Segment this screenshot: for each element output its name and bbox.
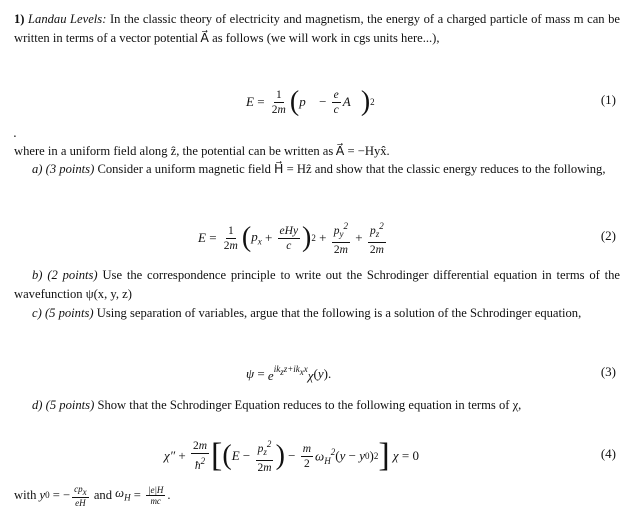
part-b xyxy=(14,266,620,304)
part-d xyxy=(14,396,620,415)
potential-paragraph xyxy=(14,142,620,161)
equation-2-formula: E = $\frac{1}{2m}$ ( $p_x$ + $\frac{\text{eHy}}{c}$ ) 2 + $\frac{p_y^2}{2m}$ + $\frac{p_z^2}{2m}$ xyxy=(198,221,384,256)
part-d-points: (5 points) xyxy=(45,398,95,412)
intro-paragraph xyxy=(14,10,620,48)
part-c-label: c) xyxy=(32,306,42,320)
equation-4-formula: χ″ + $\frac{2m}{ħ^2}$ [ ( E − $\frac{p_z^2}{2m}$ ) − $\frac{m}{2}$ $\omega_H^2$ ( y − y 0 ) 2 ] χ = 0 xyxy=(164,437,419,474)
part-a-text: Consider a uniform magnetic field H⃗ = Hẑ and show that the classic energy reduces to the following, xyxy=(97,162,606,176)
and-word: and xyxy=(93,488,112,503)
problem-number: 1) xyxy=(14,12,25,26)
problem-title: Landau Levels: xyxy=(28,12,107,26)
part-d-text: Show that the Schrodinger Equation reduces to the following equation in terms of χ, xyxy=(97,398,522,412)
part-a xyxy=(14,160,620,179)
part-a-points: (3 points) xyxy=(45,162,95,176)
part-d-label: d) xyxy=(32,398,43,412)
intro-text: In the classic theory of electricity and magnetism, the energy of a charged particle of mass m can be written in terms of a vector potential A⃗ as follows (we will work in cgs units here...), xyxy=(14,12,620,45)
equation-2-number: (2) xyxy=(600,228,616,243)
equation-4 xyxy=(0,436,640,476)
potential-text: where in a uniform field along ẑ, the potential can be written as A⃗ = −Hyx̂. xyxy=(14,144,390,158)
part-b-points: (2 points) xyxy=(47,268,98,282)
stray-period: . xyxy=(13,126,17,140)
definitions-line: with y 0 = − $\frac{cp_x}{eH}$ and $\omega_H$ = $\frac{|e|H}{mc}$ . xyxy=(14,484,171,508)
equation-4-number: (4) xyxy=(600,446,616,461)
part-c-points: (5 points) xyxy=(44,306,94,320)
equation-3 xyxy=(0,354,640,394)
part-b-label: b) xyxy=(32,268,43,282)
equation-3-formula: ψ = $e^{ik_zz+ik_xx}\chi$ ( y ). xyxy=(246,364,332,383)
equation-3-number: (3) xyxy=(600,364,616,379)
equation-1-formula: E = $\frac{1}{2m}$ ( p⃗ − $\frac{e}{c}$ A⃗ ) 2 xyxy=(246,86,375,117)
equation-2 xyxy=(0,218,640,258)
equation-1 xyxy=(0,82,640,122)
with-word: with xyxy=(14,488,37,503)
part-b-text: Use the correspondence principle to write out the Schrodinger differential equation in terms of the wavefunction ψ(x, y, z) xyxy=(14,268,621,301)
part-c xyxy=(14,304,620,323)
part-a-label: a) xyxy=(32,162,43,176)
part-c-text: Using separation of variables, argue that the following is a solution of the Schrodinger equation, xyxy=(96,306,582,320)
equation-1-number: (1) xyxy=(600,92,616,107)
